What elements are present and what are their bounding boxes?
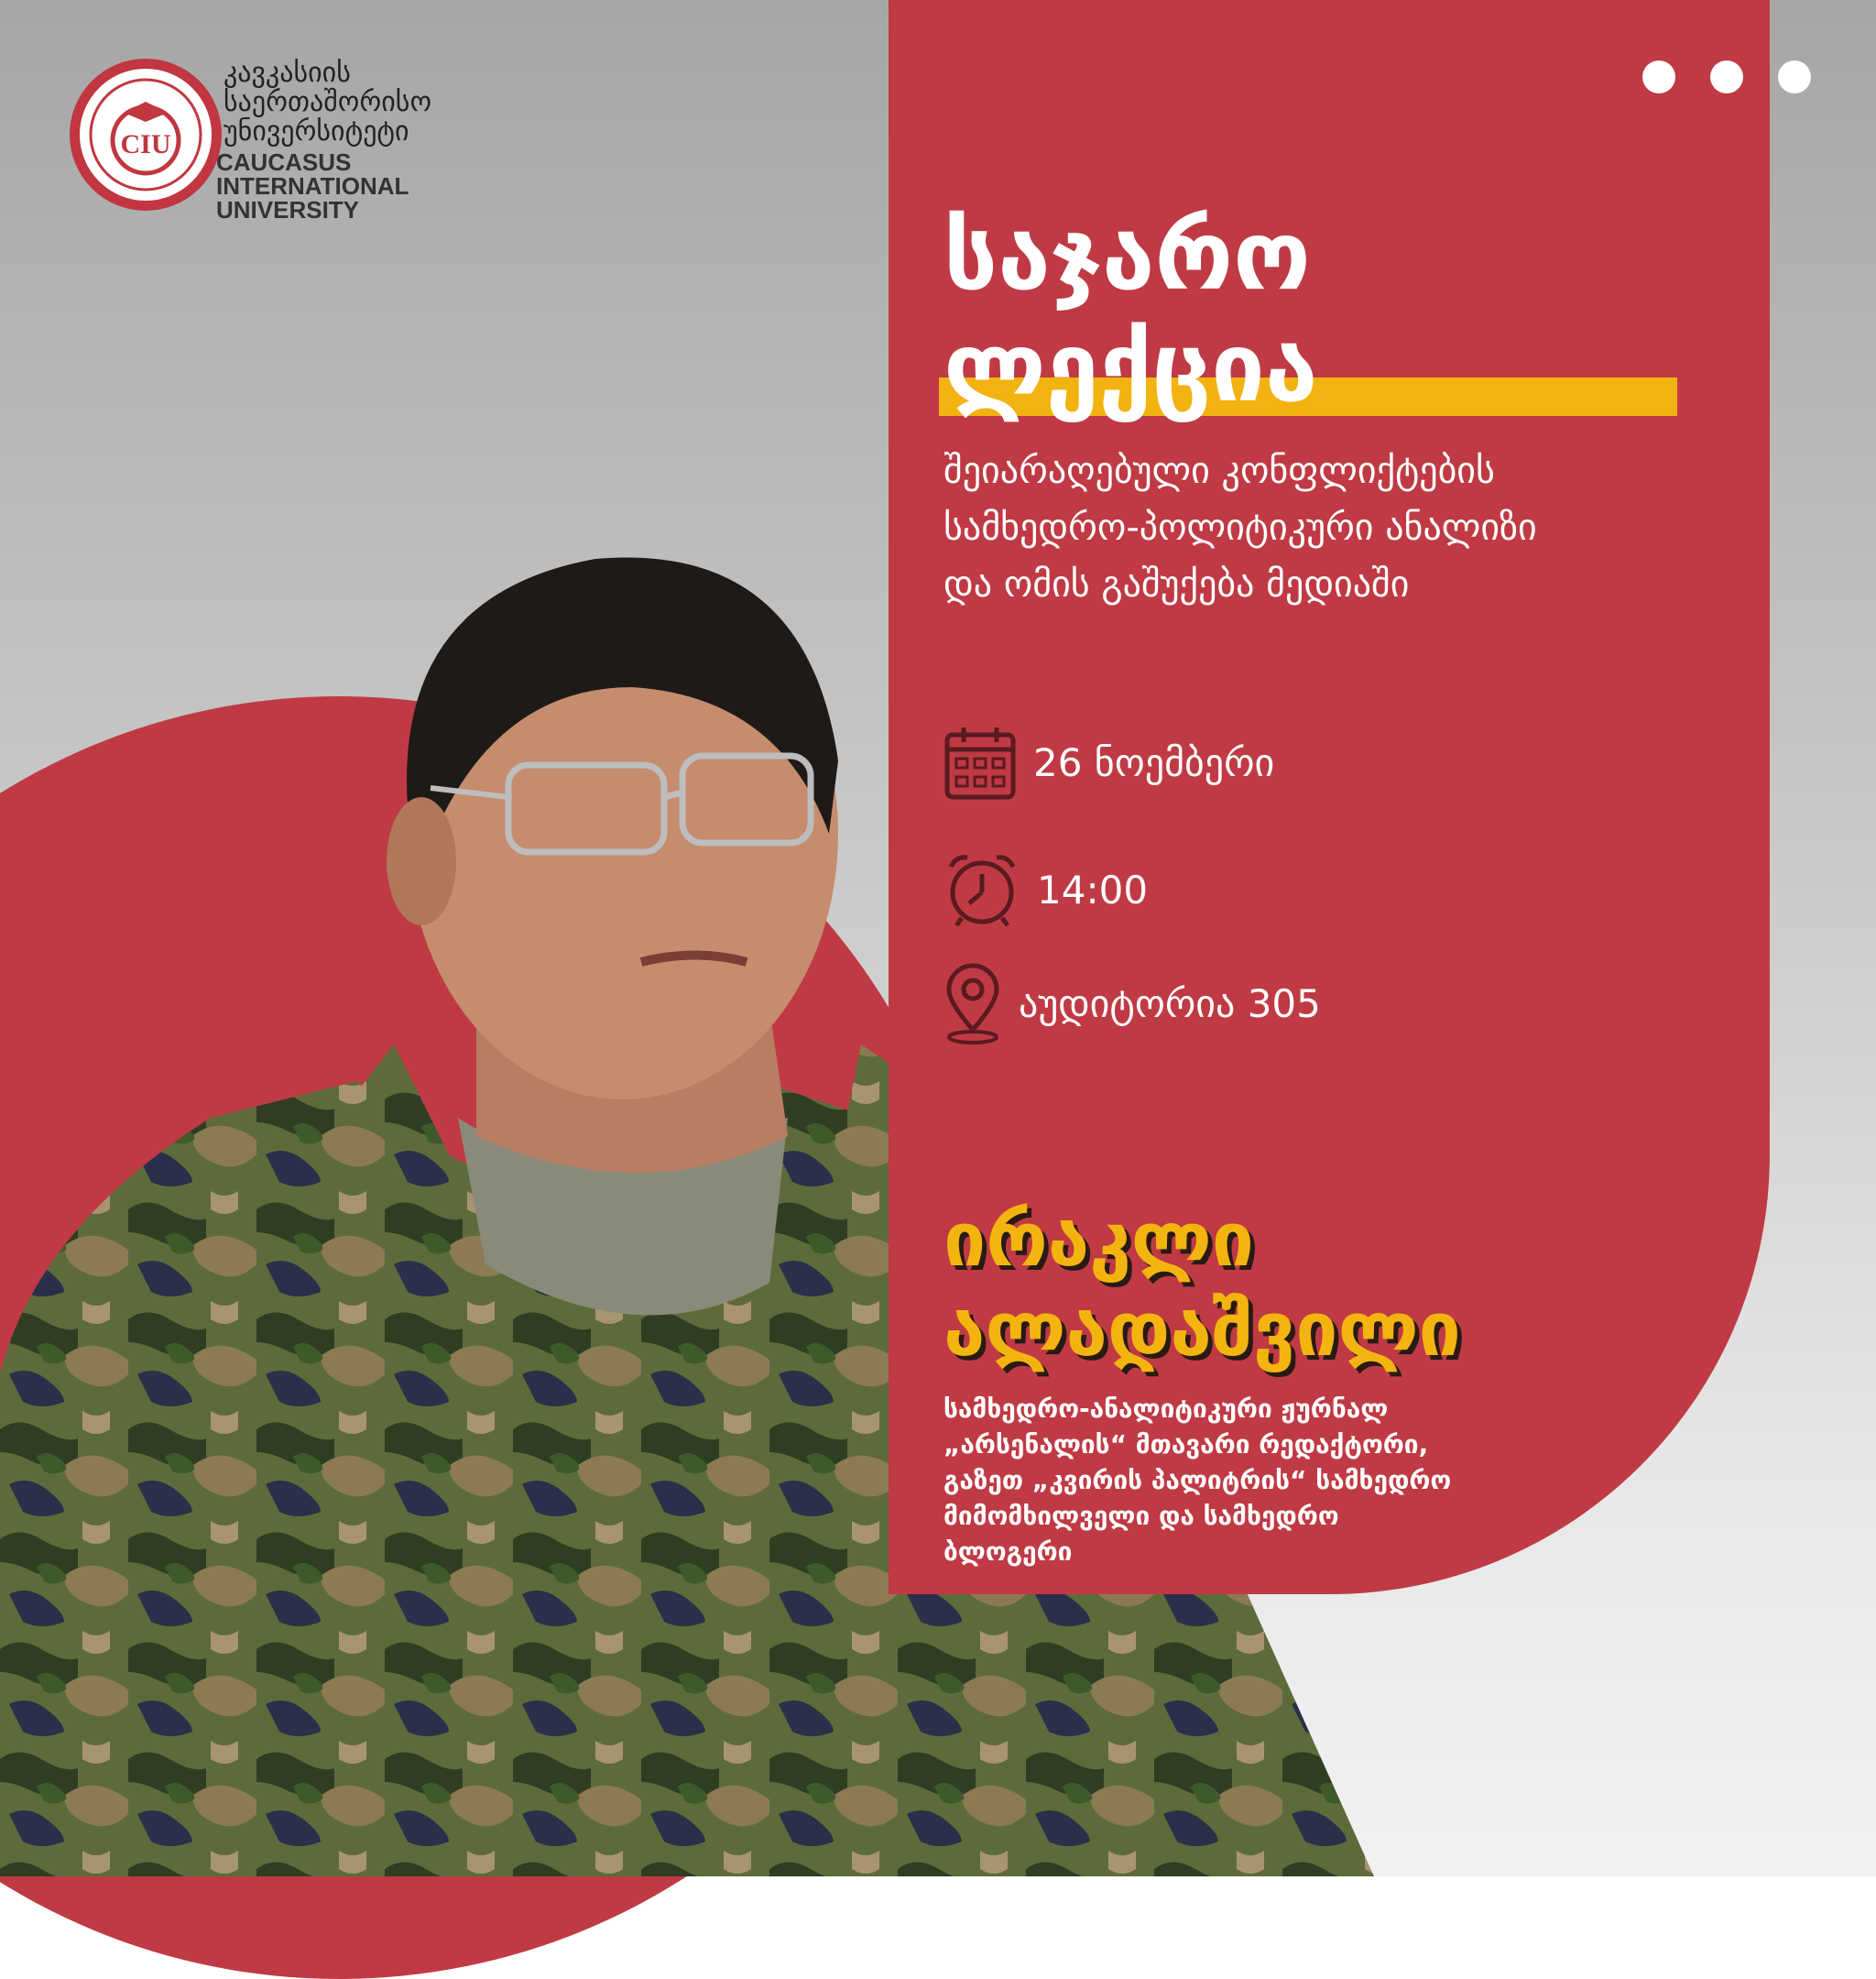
location-pin-icon xyxy=(943,962,1002,1044)
speaker-name-line: ალადაშვილი xyxy=(943,1286,1461,1373)
dot xyxy=(1710,60,1743,93)
logo-name-georgian xyxy=(224,59,431,147)
description-line: ბლოგერი xyxy=(943,1536,1073,1567)
alarm-clock-icon xyxy=(943,850,1020,929)
logo-line: CAUCASUS xyxy=(216,148,352,176)
calendar-icon xyxy=(943,724,1017,801)
topic-line: შეიარაღებული კონფლიქტების xyxy=(943,450,1495,492)
event-location: აუდიტორია 305 xyxy=(1019,980,1321,1026)
page-title xyxy=(943,200,1317,423)
topic-line: და ომის გაშუქება მედიაში xyxy=(943,563,1410,606)
speaker-description xyxy=(943,1391,1451,1569)
event-time: 14:00 xyxy=(1037,867,1149,913)
title-line: ლექცია xyxy=(943,312,1318,423)
description-line: „არსენალის“ მთავარი რედაქტორი, xyxy=(943,1429,1429,1460)
logo-line: კავკასიის xyxy=(224,57,351,89)
description-line: სამხედრო-ანალიტიკური ჟურნალ xyxy=(943,1394,1389,1424)
description-line: მიმომხილველი და სამხედრო xyxy=(943,1501,1339,1531)
topic-line: სამხედრო-პოლიტიკური ანალიზი xyxy=(943,507,1537,549)
lecture-topic xyxy=(943,443,1537,613)
university-seal-logo xyxy=(70,59,222,211)
speaker-name-line: ირაკლი xyxy=(943,1197,1254,1284)
logo-line: UNIVERSITY xyxy=(216,196,360,224)
dot xyxy=(1778,60,1811,93)
speaker-name xyxy=(943,1196,1461,1375)
logo-line: საერთაშორისო xyxy=(224,86,432,118)
logo-name-english xyxy=(216,150,409,222)
description-line: გაზეთ „კვირის პალიტრის“ სამხედრო xyxy=(943,1465,1452,1495)
logo-line: INTERNATIONAL xyxy=(216,172,409,200)
logo-monogram: CIU xyxy=(120,129,171,159)
event-time-row xyxy=(943,850,1148,929)
title-line: საჯარო xyxy=(943,200,1311,312)
three-dots-icon[interactable] xyxy=(1642,60,1811,93)
dot xyxy=(1642,60,1675,93)
event-location-row xyxy=(943,962,1321,1044)
event-date: 26 ნოემბერი xyxy=(1033,739,1275,785)
event-date-row xyxy=(943,724,1274,801)
logo-line: უნივერსიტეტი xyxy=(224,115,409,148)
